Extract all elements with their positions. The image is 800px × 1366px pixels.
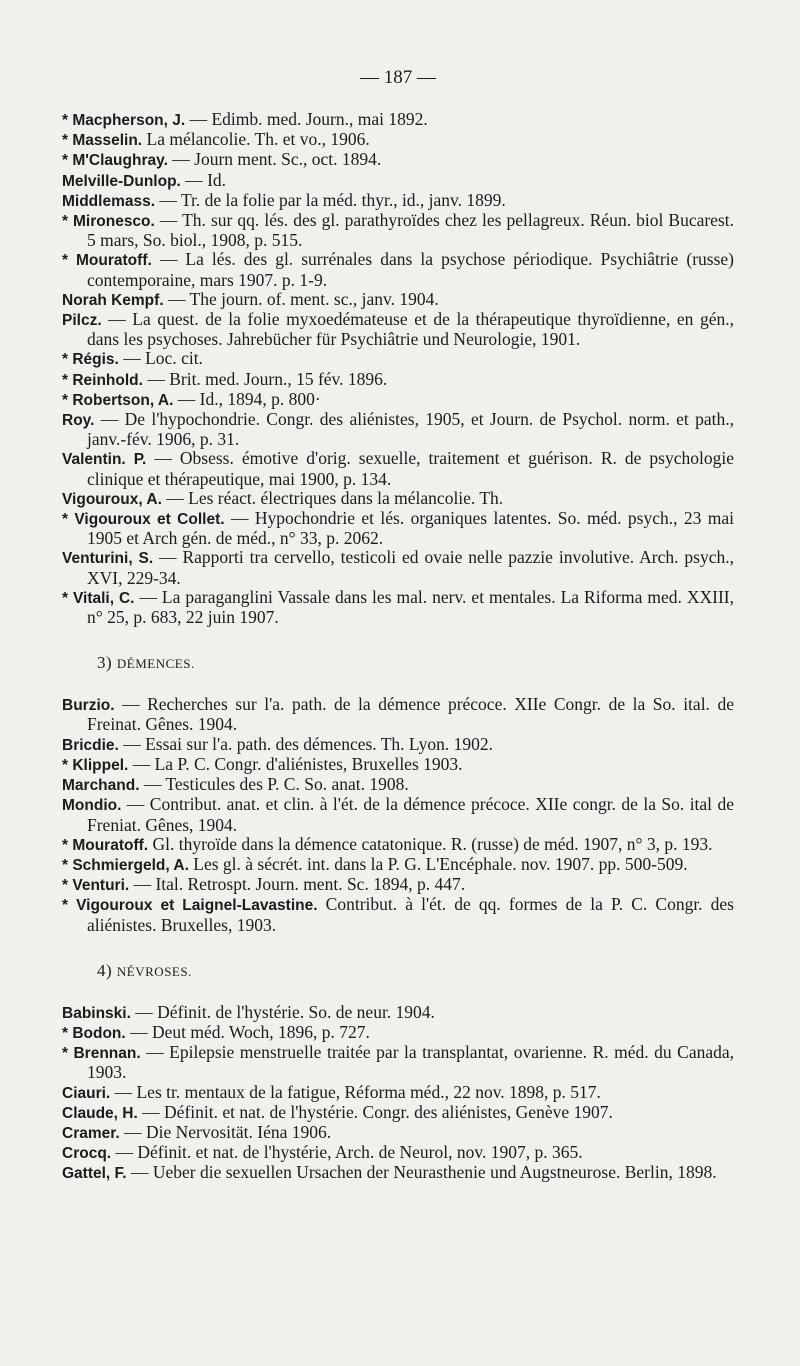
author: Middlemass. [62,192,156,210]
citation: — Id., 1894, p. 800· [173,388,321,409]
author: * Venturi. [62,877,130,895]
citation: — Essai sur l'a. path. des démences. Th. Lyon. 1902. [118,733,494,754]
bib-entry [62,1083,734,1103]
bib-entry [62,1023,734,1043]
author: Melville-Dunlop. [62,172,181,190]
bib-entry [62,110,734,130]
author: * Vitali, C. [62,589,135,607]
citation: — Ital. Retrospt. Journ. ment. Sc. 1894, p. 447. [129,874,466,895]
bib-entry [62,390,734,410]
section-heading-dementias [97,653,734,673]
author: * Mouratoff. [62,252,152,270]
bib-entry [62,1043,734,1082]
bib-entry [62,735,734,755]
bib-entry [62,1143,734,1163]
citation: Contribut. à l'ét. de qq. formes de la P. C. Congr. des aliénistes. Bruxelles, 1903. [87,894,734,935]
author: * Régis. [62,351,119,369]
citation: — La quest. de la folie myxoedémateuse et de la thérapeutique thyroïdienne, en gén., dans les psychoses. Jahrebücher für Psychiâtrie und Neurologie, 1901. [87,309,734,350]
citation: — Die Nervosität. Iéna 1906. [119,1121,332,1142]
author: Gattel, F. [62,1165,127,1183]
author: * Masselin. [62,132,143,150]
citation: — Ueber die sexuellen Ursachen der Neurasthenie und Augstneurose. Berlin, 1898. [126,1162,717,1183]
bib-entry [62,755,734,775]
citation: — Obsess. émotive d'orig. sexuelle, traitement et guérison. R. de psychologie clinique et thérapeutique, mai 1900, p. 134. [87,448,735,489]
bib-entry [62,1003,734,1023]
author: * Mironesco. [62,213,155,231]
citation: La mélancolie. Th. et vo., 1906. [142,129,370,150]
bib-entry [62,548,734,587]
section-heading-neuroses [97,961,734,981]
author: Ciauri. [62,1084,111,1102]
author: Vigouroux, A. [62,490,162,508]
author: * Vigouroux et Laignel-Lavastine. [62,897,318,915]
author: Babinski. [62,1004,131,1022]
bib-entry [62,290,734,310]
author: * Klippel. [62,756,129,774]
bib-entry [62,875,734,895]
author: * Macpherson, J. [62,112,186,129]
citation: — La lés. des gl. surrénales dans la psychose périodique. Psychiâtrie (russe) contemporaine, mars 1907. p. 1-9. [87,249,734,290]
bib-entry [62,449,734,488]
section-title: DÉMENCES. [116,656,195,672]
citation: Les gl. à sécrét. int. dans la P. G. L'Encéphale. nov. 1907. pp. 500-509. [188,853,688,874]
section-3-list [62,1003,734,1184]
bib-entry [62,695,734,734]
author: * Brennan. [62,1045,141,1063]
bib-entry [62,191,734,211]
author: Marchand. [62,777,140,795]
citation: — Hypochondrie et lés. organiques latentes. So. méd. psych., 23 mai 1905 et Arch gén. de méd., n° 33, p. 2062. [87,508,735,549]
bib-entry [62,150,734,170]
author: Pilcz. [62,312,102,330]
citation: — Th. sur qq. lés. des gl. parathyroïdes chez les pellagreux. Réun. biol Bucarest. 5 mars, So. biol., 1908, p. 515. [87,210,734,251]
bib-entry [62,370,734,390]
bib-entry [62,855,734,875]
bib-entry [62,588,734,627]
citation: — De l'hypochondrie. Congr. des aliénistes, 1905, et Journ. de Psychol. norm. et path., janv.-fév. 1906, p. 31. [87,409,734,450]
citation: — Epilepsie menstruelle traitée par la transplantat, ovarienne. R. méd. du Canada, 1903. [87,1042,735,1083]
citation: — Edimb. med. Journ., mai 1892. [185,109,428,129]
citation: — La paraganglini Vassale dans les mal. nerv. et mentales. La Riforma med. XXIII, n° 25, p. 683, 22 juin 1907. [87,586,734,628]
citation: — Testicules des P. C. So. anat. 1908. [139,774,409,795]
citation: — Brit. med. Journ., 15 fév. 1896. [142,368,388,389]
citation: — Tr. de la folie par la méd. thyr., id., janv. 1899. [155,189,506,210]
author: Valentin. P. [62,451,147,469]
bib-entry [62,1163,734,1183]
citation: — The journ. of. ment. sc., janv. 1904. [163,288,439,309]
section-number: 3) [97,653,113,673]
document-page [62,64,734,1184]
author: * Bodon. [62,1024,126,1042]
author: * Schmiergeld, A. [62,856,189,874]
section-2-list [62,695,734,934]
bib-entry [62,895,734,934]
bib-entry [62,349,734,369]
author: Roy. [62,412,95,430]
citation: — Définit. et nat. de l'hystérie, Arch. de Neurol, nov. 1907, p. 365. [111,1142,583,1163]
section-number: 4) [97,960,113,980]
author: * Robertson, A. [62,391,174,409]
citation: — Id. [180,169,227,190]
bib-entry [62,310,734,349]
author: Norah Kempf. [62,291,164,309]
bib-entry [62,489,734,509]
bib-entry [62,1103,734,1123]
author: Burzio. [62,697,115,715]
author: Mondio. [62,797,122,815]
citation: — Loc. cit. [118,348,203,369]
author: Cramer. [62,1124,120,1142]
citation: — La P. C. Congr. d'aliénistes, Bruxelles 1903. [128,753,463,774]
author: * M'Claughray. [62,152,168,170]
bib-entry [62,130,734,150]
section-title: NÉVROSES. [116,963,192,979]
citation: — Définit. de l'hystérie. So. de neur. 1904. [130,1001,435,1022]
author: * Reinhold. [62,371,143,389]
author: Claude, H. [62,1104,138,1122]
bib-entry [62,171,734,191]
author: * Mouratoff. [62,836,149,854]
bib-entry [62,509,734,548]
author: * Vigouroux et Collet. [62,511,225,529]
bib-entry [62,775,734,795]
citation: — Contribut. anat. et clin. à l'ét. de la démence précoce. XIIe congr. de la So. ital de Freniat. Gênes, 1904. [87,794,734,835]
citation: — Les tr. mentaux de la fatigue, Réforma méd., 22 nov. 1898, p. 517. [110,1081,601,1102]
bib-entry [62,410,734,449]
bib-entry [62,1123,734,1143]
citation: — Deut méd. Woch, 1896, p. 727. [125,1021,370,1042]
bib-entry [62,250,734,289]
author: Venturini, S. [62,550,154,568]
citation: — Rapporti tra cervello, testicoli ed ovaie nelle pazzie involutive. Arch. psych., XVI, 229-34. [87,547,734,588]
bib-entry [62,795,734,834]
citation: — Journ ment. Sc., oct. 1894. [167,149,382,170]
page-number: — 187 — [360,67,436,88]
bib-entry [62,835,734,855]
citation: — Définit. et nat. de l'hystérie. Congr. des aliénistes, Genève 1907. [137,1101,613,1122]
author: Crocq. [62,1145,112,1163]
citation: Gl. thyroïde dans la démence catatonique. R. (russe) de méd. 1907, n° 3, p. 193. [148,833,713,854]
citation: — Recherches sur l'a. path. de la démence précoce. XIIe Congr. de la So. ital. de Freinat. Gênes. 1904. [87,694,734,735]
author: Bricdie. [62,736,119,754]
citation: — Les réact. électriques dans la mélancolie. Th. [161,487,504,508]
section-1-list [62,110,734,627]
bib-entry [62,211,734,250]
